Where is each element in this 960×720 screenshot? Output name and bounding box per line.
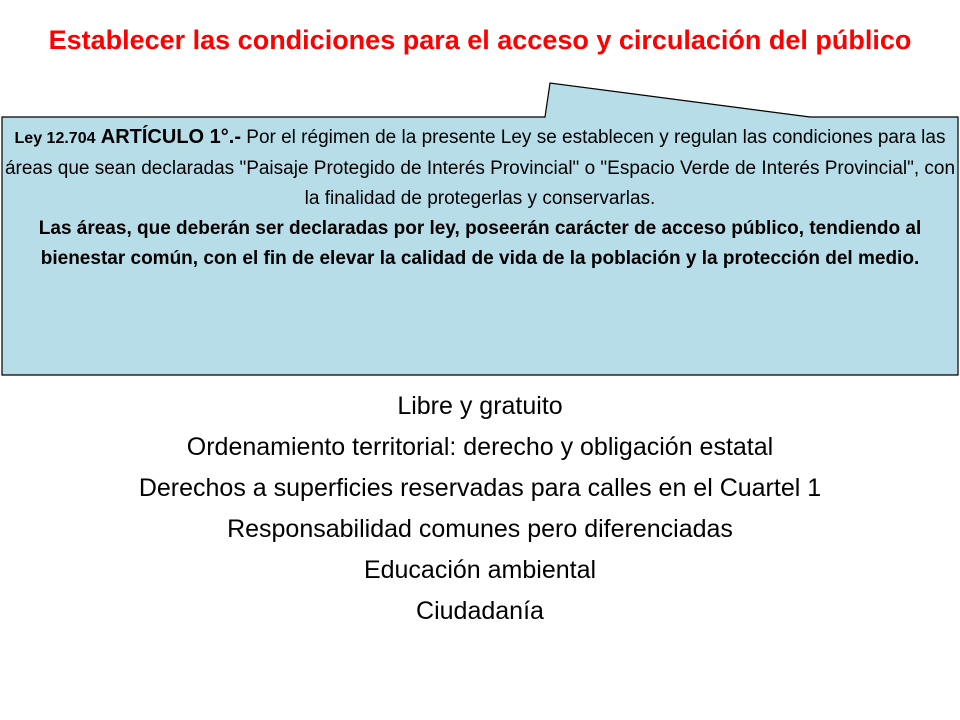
list-item: Libre y gratuito (397, 392, 563, 420)
list-item: Ciudadanía (416, 597, 544, 625)
list-item: Derechos a superficies reservadas para calles en el Cuartel 1 (138, 474, 822, 502)
list-item: Educación ambiental (363, 556, 597, 584)
article-body: Por el régimen de la presente Ley se establecen y regulan las condiciones para las áreas que sean declaradas "Paisaje Protegido de Interés Provincial" o "Espacio Verde de Interés Provincial", con la finalidad de protegerlas y conservarlas. (4, 127, 956, 209)
article-heading: ARTÍCULO 1°.- (100, 126, 241, 148)
topic-list (0, 386, 960, 632)
slide-title: Establecer las condiciones para el acceso y circulación del público (48, 25, 912, 55)
law-reference: Ley 12.704 (14, 130, 96, 147)
law-callout (2, 122, 958, 274)
article-bold-paragraph: Las áreas, que deberán ser declaradas por ley, poseerán carácter de acceso público, tendiendo al bienestar común, con el fin de elevar la calidad de vida de la población y la protección del medio. (38, 218, 922, 269)
list-item: Ordenamiento territorial: derecho y obligación estatal (186, 433, 774, 461)
list-item: Responsabilidad comunes pero diferenciadas (227, 515, 733, 543)
